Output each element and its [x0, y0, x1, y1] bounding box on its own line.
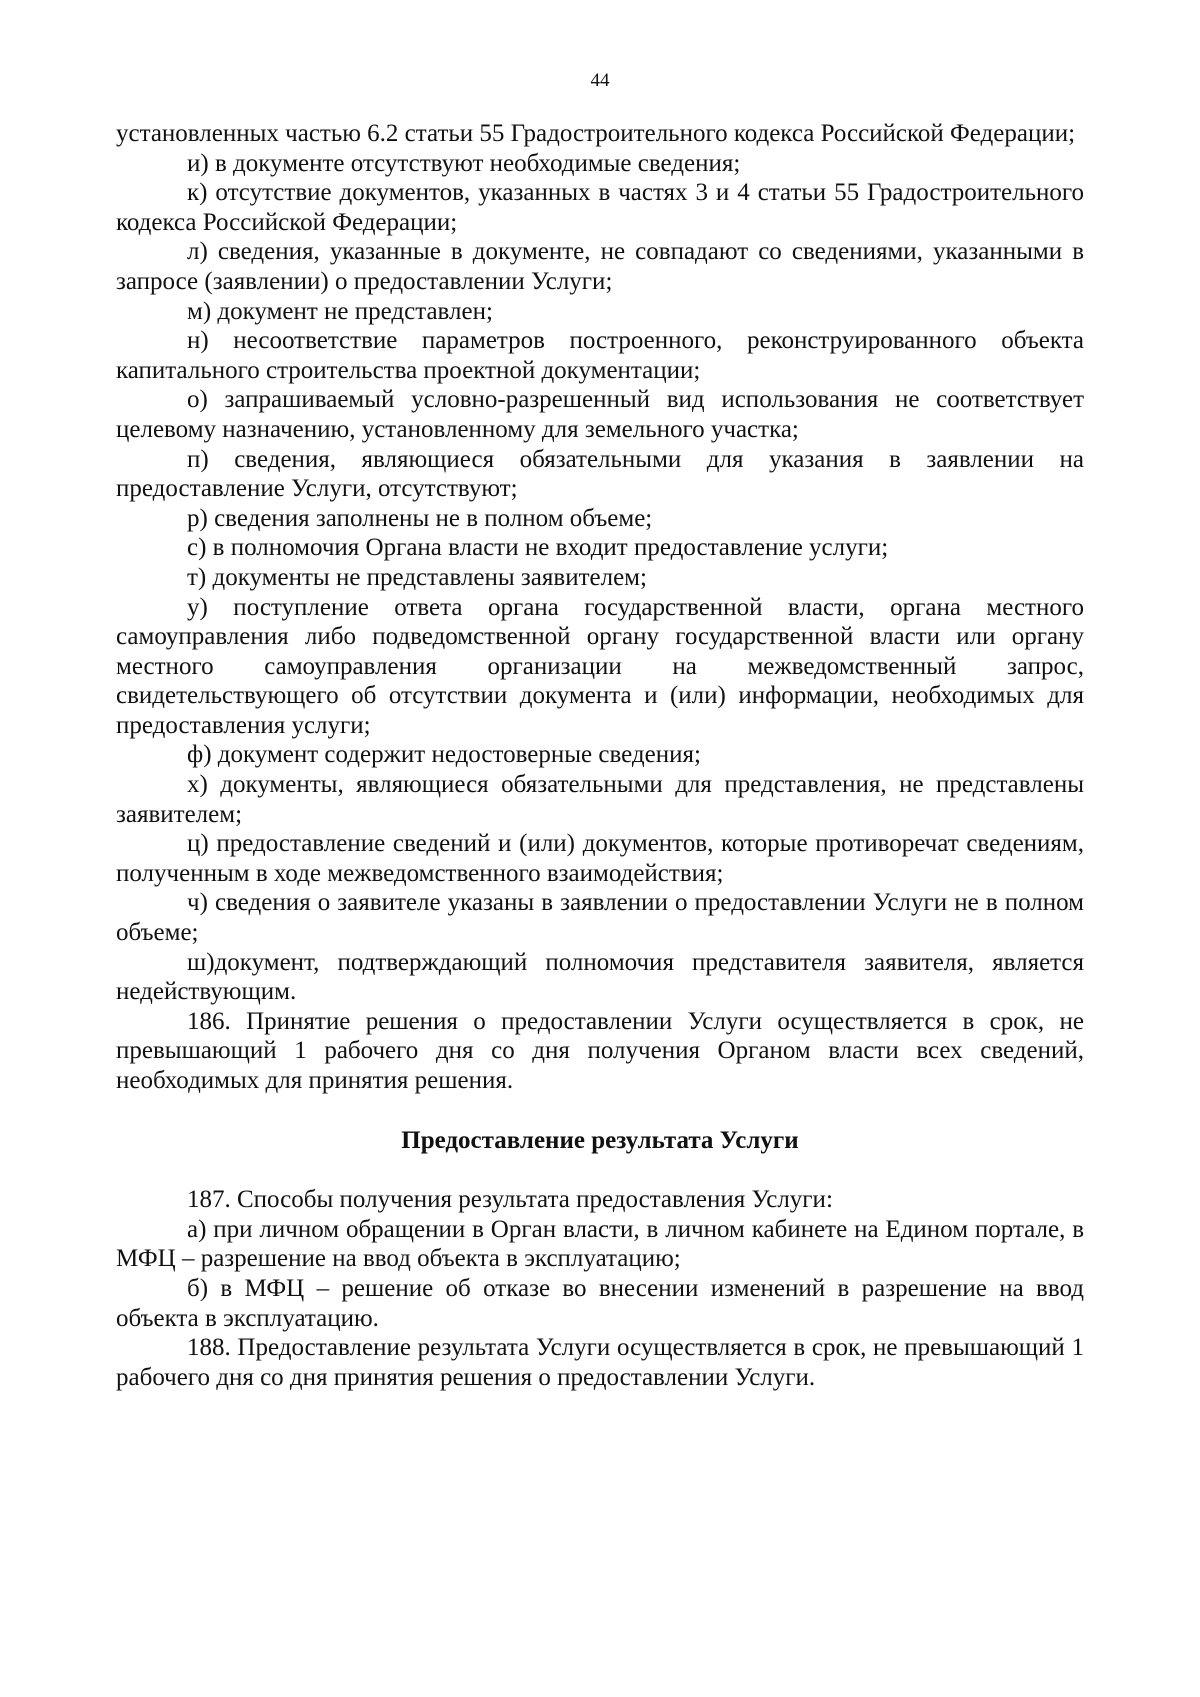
paragraph: к) отсутствие документов, указанных в частях 3 и 4 статьи 55 Градостроительного кодекса Российской Федерации; [116, 179, 1084, 236]
page-number: 44 [590, 70, 610, 91]
paragraph: с) в полномочия Органа власти не входит предоставление услуги; [187, 534, 889, 562]
paragraph: и) в документе отсутствуют необходимые сведения; [187, 149, 741, 177]
paragraph: ш)документ, подтверждающий полномочия представителя заявителя, является недействующим. [116, 948, 1084, 1006]
paragraphs-before [116, 119, 1084, 1096]
paragraph: а) при личном обращении в Орган власти, в личном кабинете на Едином портале, в МФЦ – разрешение на ввод объекта в эксплуатацию; [116, 1215, 1084, 1273]
paragraph: х) документы, являющиеся обязательными для представления, не представлены заявителем; [116, 771, 1084, 828]
paragraphs-after [116, 1185, 1084, 1392]
paragraph: у) поступление ответа органа государственной власти, органа местного самоуправления либо подведомственной органу государственной власти или органу местного самоуправления организации на межведомственный запрос, свидетельствующего об отсутствии документа и (или) информации, необходимых для предоставления услуги; [116, 593, 1084, 739]
paragraph: ф) документ содержит недостоверные сведения; [187, 741, 701, 769]
paragraph: ч) сведения о заявителе указаны в заявлении о предоставлении Услуги не в полном объеме; [116, 889, 1084, 947]
section-heading: Предоставление результата Услуги [401, 1126, 799, 1154]
paragraph: 186. Принятие решения о предоставлении Услуги осуществляется в срок, не превышающий 1 рабочего дня со дня получения Органом власти всех сведений, необходимых для принятия решения. [116, 1007, 1084, 1094]
paragraph: 187. Способы получения результата предоставления Услуги: [187, 1186, 833, 1214]
paragraph: м) документ не представлен; [187, 297, 493, 325]
paragraph: п) сведения, являющиеся обязательными для указания в заявлении на предоставление Услуги, отсутствуют; [116, 445, 1084, 503]
paragraph: л) сведения, указанные в документе, не совпадают со сведениями, указанными в запросе (заявлении) о предоставлении Услуги; [116, 238, 1084, 295]
paragraph: н) несоответствие параметров построенного, реконструированного объекта капитального строительства проектной документации; [116, 327, 1084, 384]
paragraph: б) в МФЦ – решение об отказе во внесении изменений в разрешение на ввод объекта в эксплуатацию. [116, 1274, 1084, 1332]
paragraph: р) сведения заполнены не в полном объеме; [187, 504, 653, 532]
paragraph: установленных частью 6.2 статьи 55 Градостроительного кодекса Российской Федерации; [116, 120, 1076, 147]
paragraph: о) запрашиваемый условно-разрешенный вид использования не соответствует целевому назначению, установленному для земельного участка; [116, 386, 1084, 443]
document-body [116, 119, 1084, 1392]
paragraph: т) документы не представлены заявителем; [187, 563, 647, 591]
paragraph: 188. Предоставление результата Услуги осуществляется в срок, не превышающий 1 рабочего дня со дня принятия решения о предоставлении Услуги. [116, 1334, 1084, 1391]
paragraph: ц) предоставление сведений и (или) документов, которые противоречат сведениям, полученным в ходе межведомственного взаимодействия; [116, 830, 1084, 887]
